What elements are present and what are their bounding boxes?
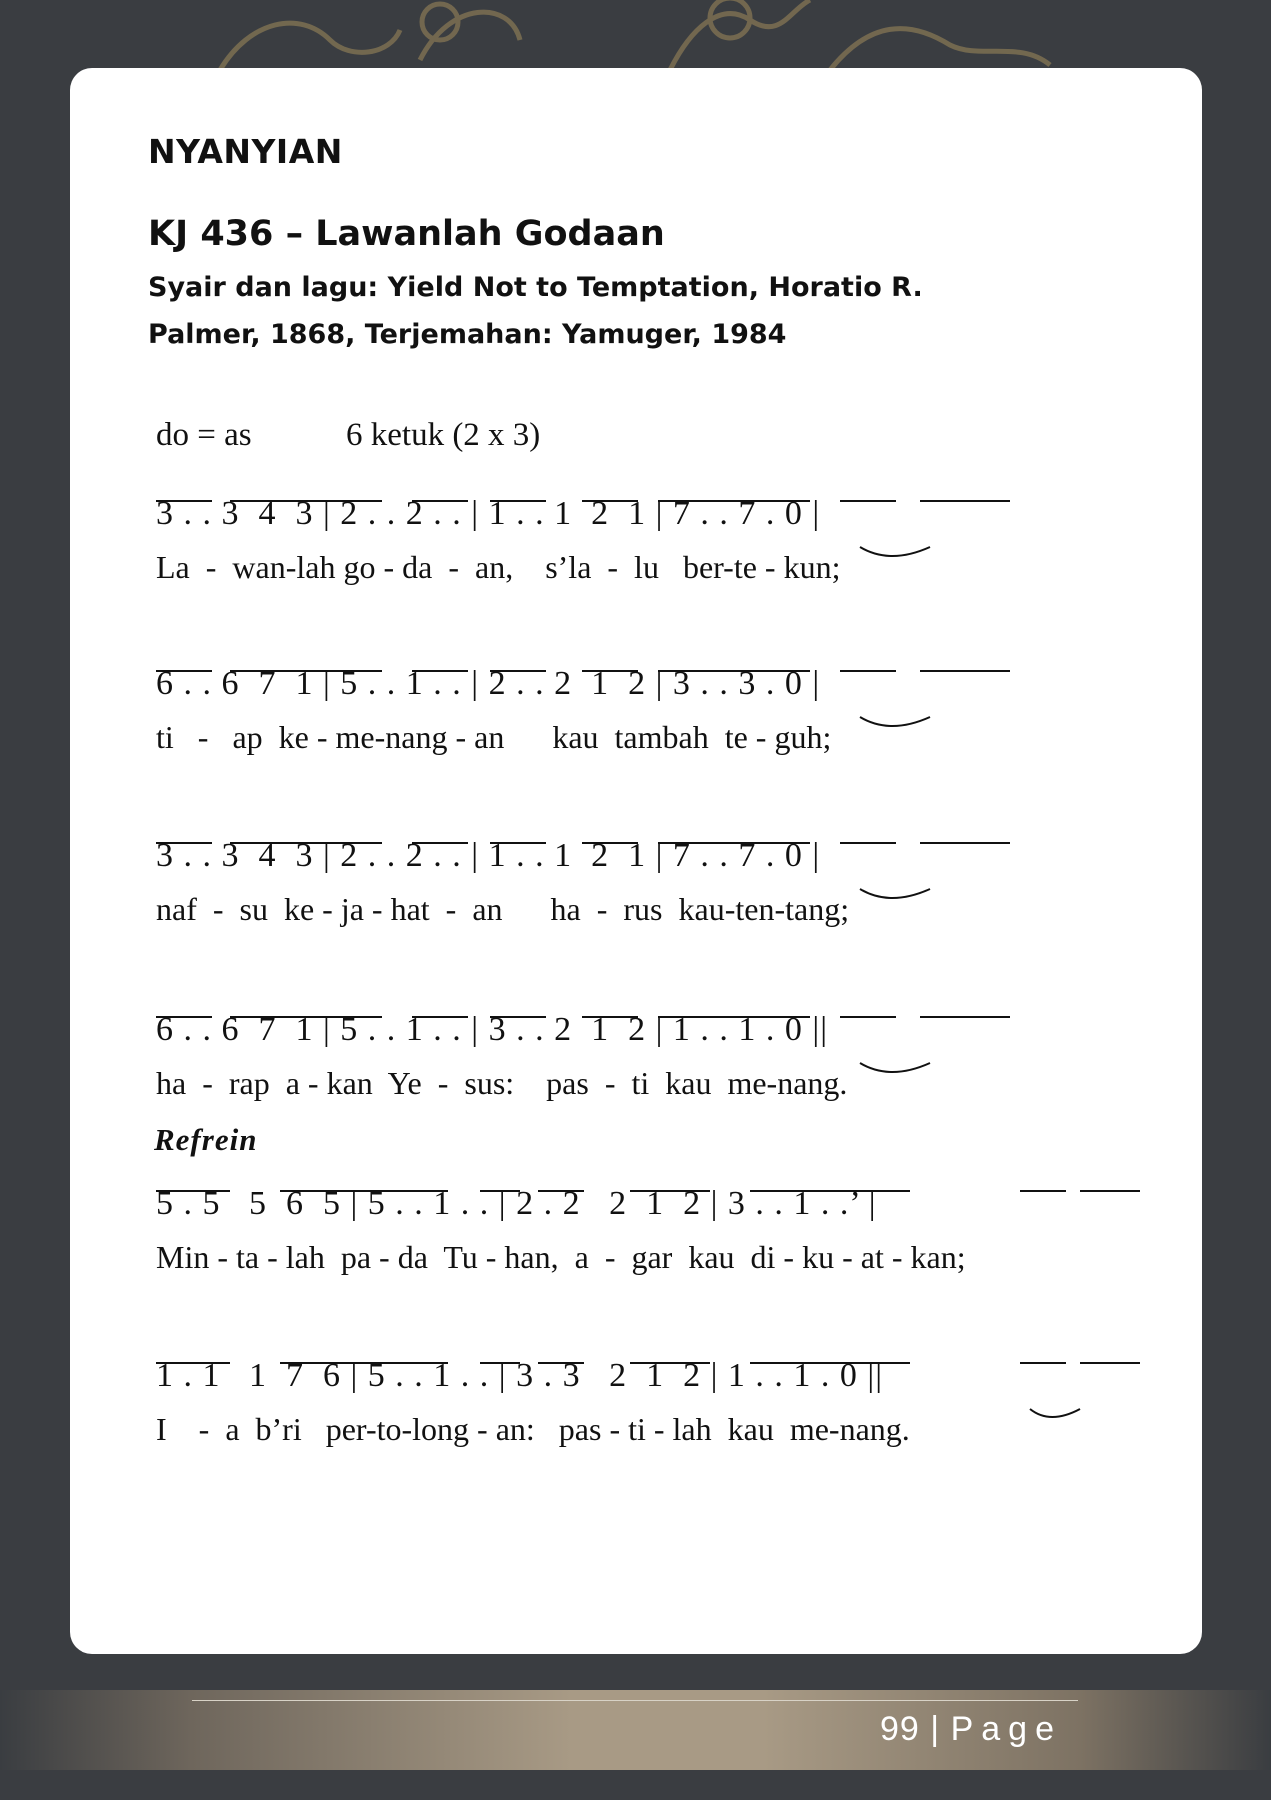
page-number-value: 99 — [880, 1710, 920, 1748]
score-system-4 — [150, 1011, 1190, 1121]
lyrics-line: ti - ap ke - me-nang - an kau tambah te - guh; — [156, 719, 832, 755]
page-separator: | — [930, 1710, 941, 1748]
notes-line: 6 . . 6 7 1 | 5 . . 1 . . | 2 . . 2 1 2 | 3 . . 3 . 0 | — [156, 665, 821, 702]
score-system-5 — [150, 1185, 1190, 1295]
key-signature: do = as — [156, 417, 252, 453]
notes-line: 3 . . 3 4 3 | 2 . . 2 . . | 1 . . 1 2 1 | 7 . . 7 . 0 | — [156, 495, 821, 532]
credit-line-1: Syair dan lagu: Yield Not to Temptation, Horatio R. — [148, 272, 923, 303]
footer-band — [0, 1690, 1271, 1770]
notes-line: 6 . . 6 7 1 | 5 . . 1 . . | 3 . . 2 1 2 | 1 . . 1 . 0 || — [156, 1011, 829, 1048]
meter: 6 ketuk (2 x 3) — [346, 417, 541, 453]
top-ornament — [190, 0, 1090, 70]
page-label: Page — [950, 1710, 1062, 1748]
notes-line: 1 . 1 1 7 6 | 5 . . 1 . . | 3 . 3 2 1 2 | 1 . . 1 . 0 || — [156, 1357, 884, 1394]
song-title: KJ 436 – Lawanlah Godaan — [148, 214, 665, 254]
score-system-2 — [150, 665, 1190, 775]
score-sheet — [150, 405, 1190, 1495]
lyrics-line: naf - su ke - ja - hat - an ha - rus kau-ten-tang; — [156, 891, 850, 927]
lyrics-line: I - a b’ri per-to-long - an: pas - ti - lah kau me-nang. — [156, 1411, 910, 1447]
notes-line: 5 . 5 5 6 5 | 5 . . 1 . . | 2 . 2 2 1 2 | 3 . . 1 . .’ | — [156, 1185, 877, 1222]
score-system-3 — [150, 837, 1190, 947]
credit-line-2: Palmer, 1868, Terjemahan: Yamuger, 1984 — [148, 319, 787, 350]
score-system-6 — [150, 1357, 1190, 1467]
refrain-label: Refrein — [154, 1122, 258, 1157]
section-heading: NYANYIAN — [148, 132, 343, 171]
notes-line: 3 . . 3 4 3 | 2 . . 2 . . | 1 . . 1 2 1 | 7 . . 7 . 0 | — [156, 837, 821, 874]
lyrics-line: Min - ta - lah pa - da Tu - han, a - gar kau di - ku - at - kan; — [156, 1239, 966, 1275]
score-system-1 — [150, 495, 1190, 605]
lyrics-line: ha - rap a - kan Ye - sus: pas - ti kau me-nang. — [156, 1065, 848, 1101]
score-meta — [156, 417, 540, 454]
lyrics-line: La - wan-lah go - da - an, s’la - lu ber-te - kun; — [156, 549, 841, 585]
page-number — [880, 1710, 1062, 1749]
footer-divider — [192, 1700, 1078, 1701]
